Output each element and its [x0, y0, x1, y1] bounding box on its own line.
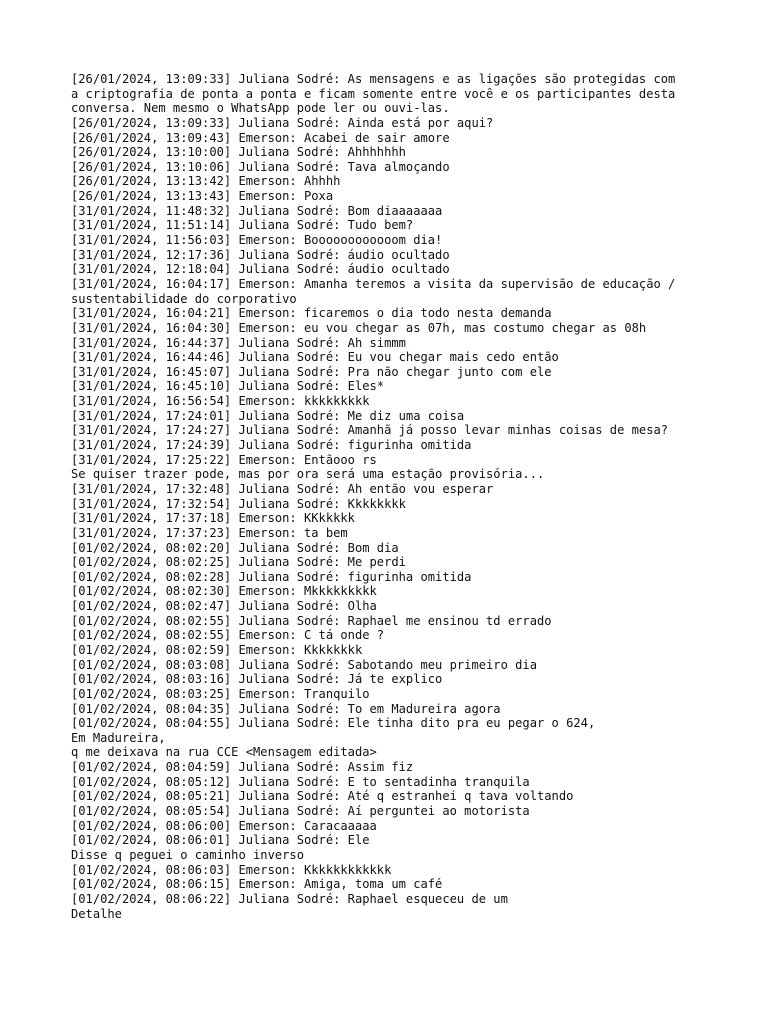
transcript-line: [01/02/2024, 08:04:35] Juliana Sodré: To em Madureira agora [71, 701, 501, 716]
transcript-line: [01/02/2024, 08:04:59] Juliana Sodré: Assim fiz [71, 760, 414, 775]
transcript-line: [31/01/2024, 11:56:03] Emerson: Boooooooooooom dia! [71, 233, 443, 248]
transcript-line: [01/02/2024, 08:02:55] Emerson: C tá onde ? [71, 628, 385, 643]
transcript-line: [31/01/2024, 17:24:01] Juliana Sodré: Me diz uma coisa [71, 408, 465, 423]
transcript-line: [01/02/2024, 08:06:00] Emerson: Caracaaaaa [71, 818, 377, 833]
transcript-line: [31/01/2024, 11:51:14] Juliana Sodré: Tudo bem? [71, 218, 414, 233]
transcript-line: [31/01/2024, 17:37:23] Emerson: ta bem [71, 525, 348, 540]
transcript-line: [01/02/2024, 08:05:12] Juliana Sodré: E to sentadinha tranquila [71, 774, 530, 789]
transcript-line: [31/01/2024, 17:32:48] Juliana Sodré: Ah então vou esperar [71, 481, 494, 496]
transcript-line: [01/02/2024, 08:02:20] Juliana Sodré: Bom dia [71, 540, 399, 555]
transcript-line: [31/01/2024, 16:04:17] Emerson: Amanha teremos a visita da supervisão de educação / [71, 276, 676, 291]
transcript-line: [31/01/2024, 16:04:30] Emerson: eu vou chegar as 07h, mas costumo chegar as 08h [71, 320, 647, 335]
transcript-line: [01/02/2024, 08:02:28] Juliana Sodré: figurinha omitida [71, 569, 472, 584]
transcript-line: [31/01/2024, 16:44:37] Juliana Sodré: Ah simmm [71, 335, 406, 350]
transcript-line: [01/02/2024, 08:05:54] Juliana Sodré: Aí perguntei ao motorista [71, 804, 530, 819]
transcript-line: [31/01/2024, 17:32:54] Juliana Sodré: Kkkkkkkk [71, 496, 406, 511]
transcript-line: q me deixava na rua CCE <Mensagem editada> [71, 745, 377, 760]
transcript-line: [31/01/2024, 17:37:18] Emerson: KKkkkkk [71, 511, 355, 526]
transcript-line: [01/02/2024, 08:05:21] Juliana Sodré: Até q estranhei q tava voltando [71, 789, 574, 804]
transcript-line: [31/01/2024, 17:24:39] Juliana Sodré: figurinha omitida [71, 438, 472, 453]
transcript-line: [31/01/2024, 16:56:54] Emerson: kkkkkkkkk [71, 394, 370, 409]
transcript-line: conversa. Nem mesmo o WhatsApp pode ler ou ouvi-las. [71, 101, 450, 116]
transcript-line: [01/02/2024, 08:02:47] Juliana Sodré: Olha [71, 599, 377, 614]
transcript-line: [31/01/2024, 17:25:22] Emerson: Entãooo rs [71, 452, 377, 467]
transcript-line: [31/01/2024, 16:44:46] Juliana Sodré: Eu vou chegar mais cedo então [71, 350, 559, 365]
transcript-line: [26/01/2024, 13:13:43] Emerson: Poxa [71, 189, 334, 204]
transcript-line: sustentabilidade do corporativo [71, 291, 297, 306]
transcript-line: [31/01/2024, 16:45:07] Juliana Sodré: Pra não chegar junto com ele [71, 364, 552, 379]
transcript-line: [01/02/2024, 08:03:25] Emerson: Tranquilo [71, 686, 370, 701]
transcript-line: Detalhe [71, 906, 122, 921]
transcript-line: [26/01/2024, 13:09:33] Juliana Sodré: Ainda está por aqui? [71, 115, 494, 130]
transcript-line: [01/02/2024, 08:06:22] Juliana Sodré: Raphael esqueceu de um [71, 891, 508, 906]
transcript-line: [01/02/2024, 08:02:25] Juliana Sodré: Me perdi [71, 555, 406, 570]
transcript-line: Em Madureira, [71, 730, 166, 745]
transcript-line: a criptografia de ponta a ponta e ficam somente entre você e os participantes desta [71, 86, 676, 101]
transcript-line: [26/01/2024, 13:09:43] Emerson: Acabei de sair amore [71, 130, 450, 145]
transcript-line: [26/01/2024, 13:13:42] Emerson: Ahhhh [71, 174, 341, 189]
transcript-line: [01/02/2024, 08:06:15] Emerson: Amiga, toma um café [71, 877, 443, 892]
transcript-line: [01/02/2024, 08:03:16] Juliana Sodré: Já te explico [71, 672, 443, 687]
transcript-line: [31/01/2024, 17:24:27] Juliana Sodré: Amanhã já posso levar minhas coisas de mesa? [71, 423, 669, 438]
transcript-line: [31/01/2024, 16:45:10] Juliana Sodré: Eles* [71, 379, 385, 394]
transcript-line: [31/01/2024, 16:04:21] Emerson: ficaremos o dia todo nesta demanda [71, 306, 552, 321]
transcript-line: [26/01/2024, 13:10:00] Juliana Sodré: Ahhhhhhh [71, 145, 406, 160]
transcript-line: [01/02/2024, 08:02:59] Emerson: Kkkkkkkk [71, 642, 363, 657]
transcript-line: [01/02/2024, 08:02:55] Juliana Sodré: Raphael me ensinou td errado [71, 613, 552, 628]
transcript-line: Se quiser trazer pode, mas por ora será uma estação provisória... [71, 467, 545, 482]
transcript-line: [31/01/2024, 12:18:04] Juliana Sodré: áudio ocultado [71, 262, 450, 277]
transcript-line: [31/01/2024, 11:48:32] Juliana Sodré: Bom diaaaaaaa [71, 203, 443, 218]
transcript-line: [01/02/2024, 08:04:55] Juliana Sodré: Ele tinha dito pra eu pegar o 624, [71, 716, 596, 731]
transcript-line: [01/02/2024, 08:03:08] Juliana Sodré: Sabotando meu primeiro dia [71, 657, 537, 672]
transcript-line: [31/01/2024, 12:17:36] Juliana Sodré: áudio ocultado [71, 247, 450, 262]
transcript-line: [26/01/2024, 13:09:33] Juliana Sodré: As mensagens e as ligações são protegidas com [71, 72, 676, 86]
transcript-line: [01/02/2024, 08:06:01] Juliana Sodré: Ele [71, 833, 370, 848]
transcript-line: [26/01/2024, 13:10:06] Juliana Sodré: Tava almoçando [71, 159, 450, 174]
chat-transcript [71, 72, 711, 921]
transcript-line: Disse q peguei o caminho inverso [71, 847, 304, 862]
transcript-line: [01/02/2024, 08:02:30] Emerson: Mkkkkkkkkk [71, 584, 377, 599]
transcript-line: [01/02/2024, 08:06:03] Emerson: Kkkkkkkkkkkk [71, 862, 392, 877]
